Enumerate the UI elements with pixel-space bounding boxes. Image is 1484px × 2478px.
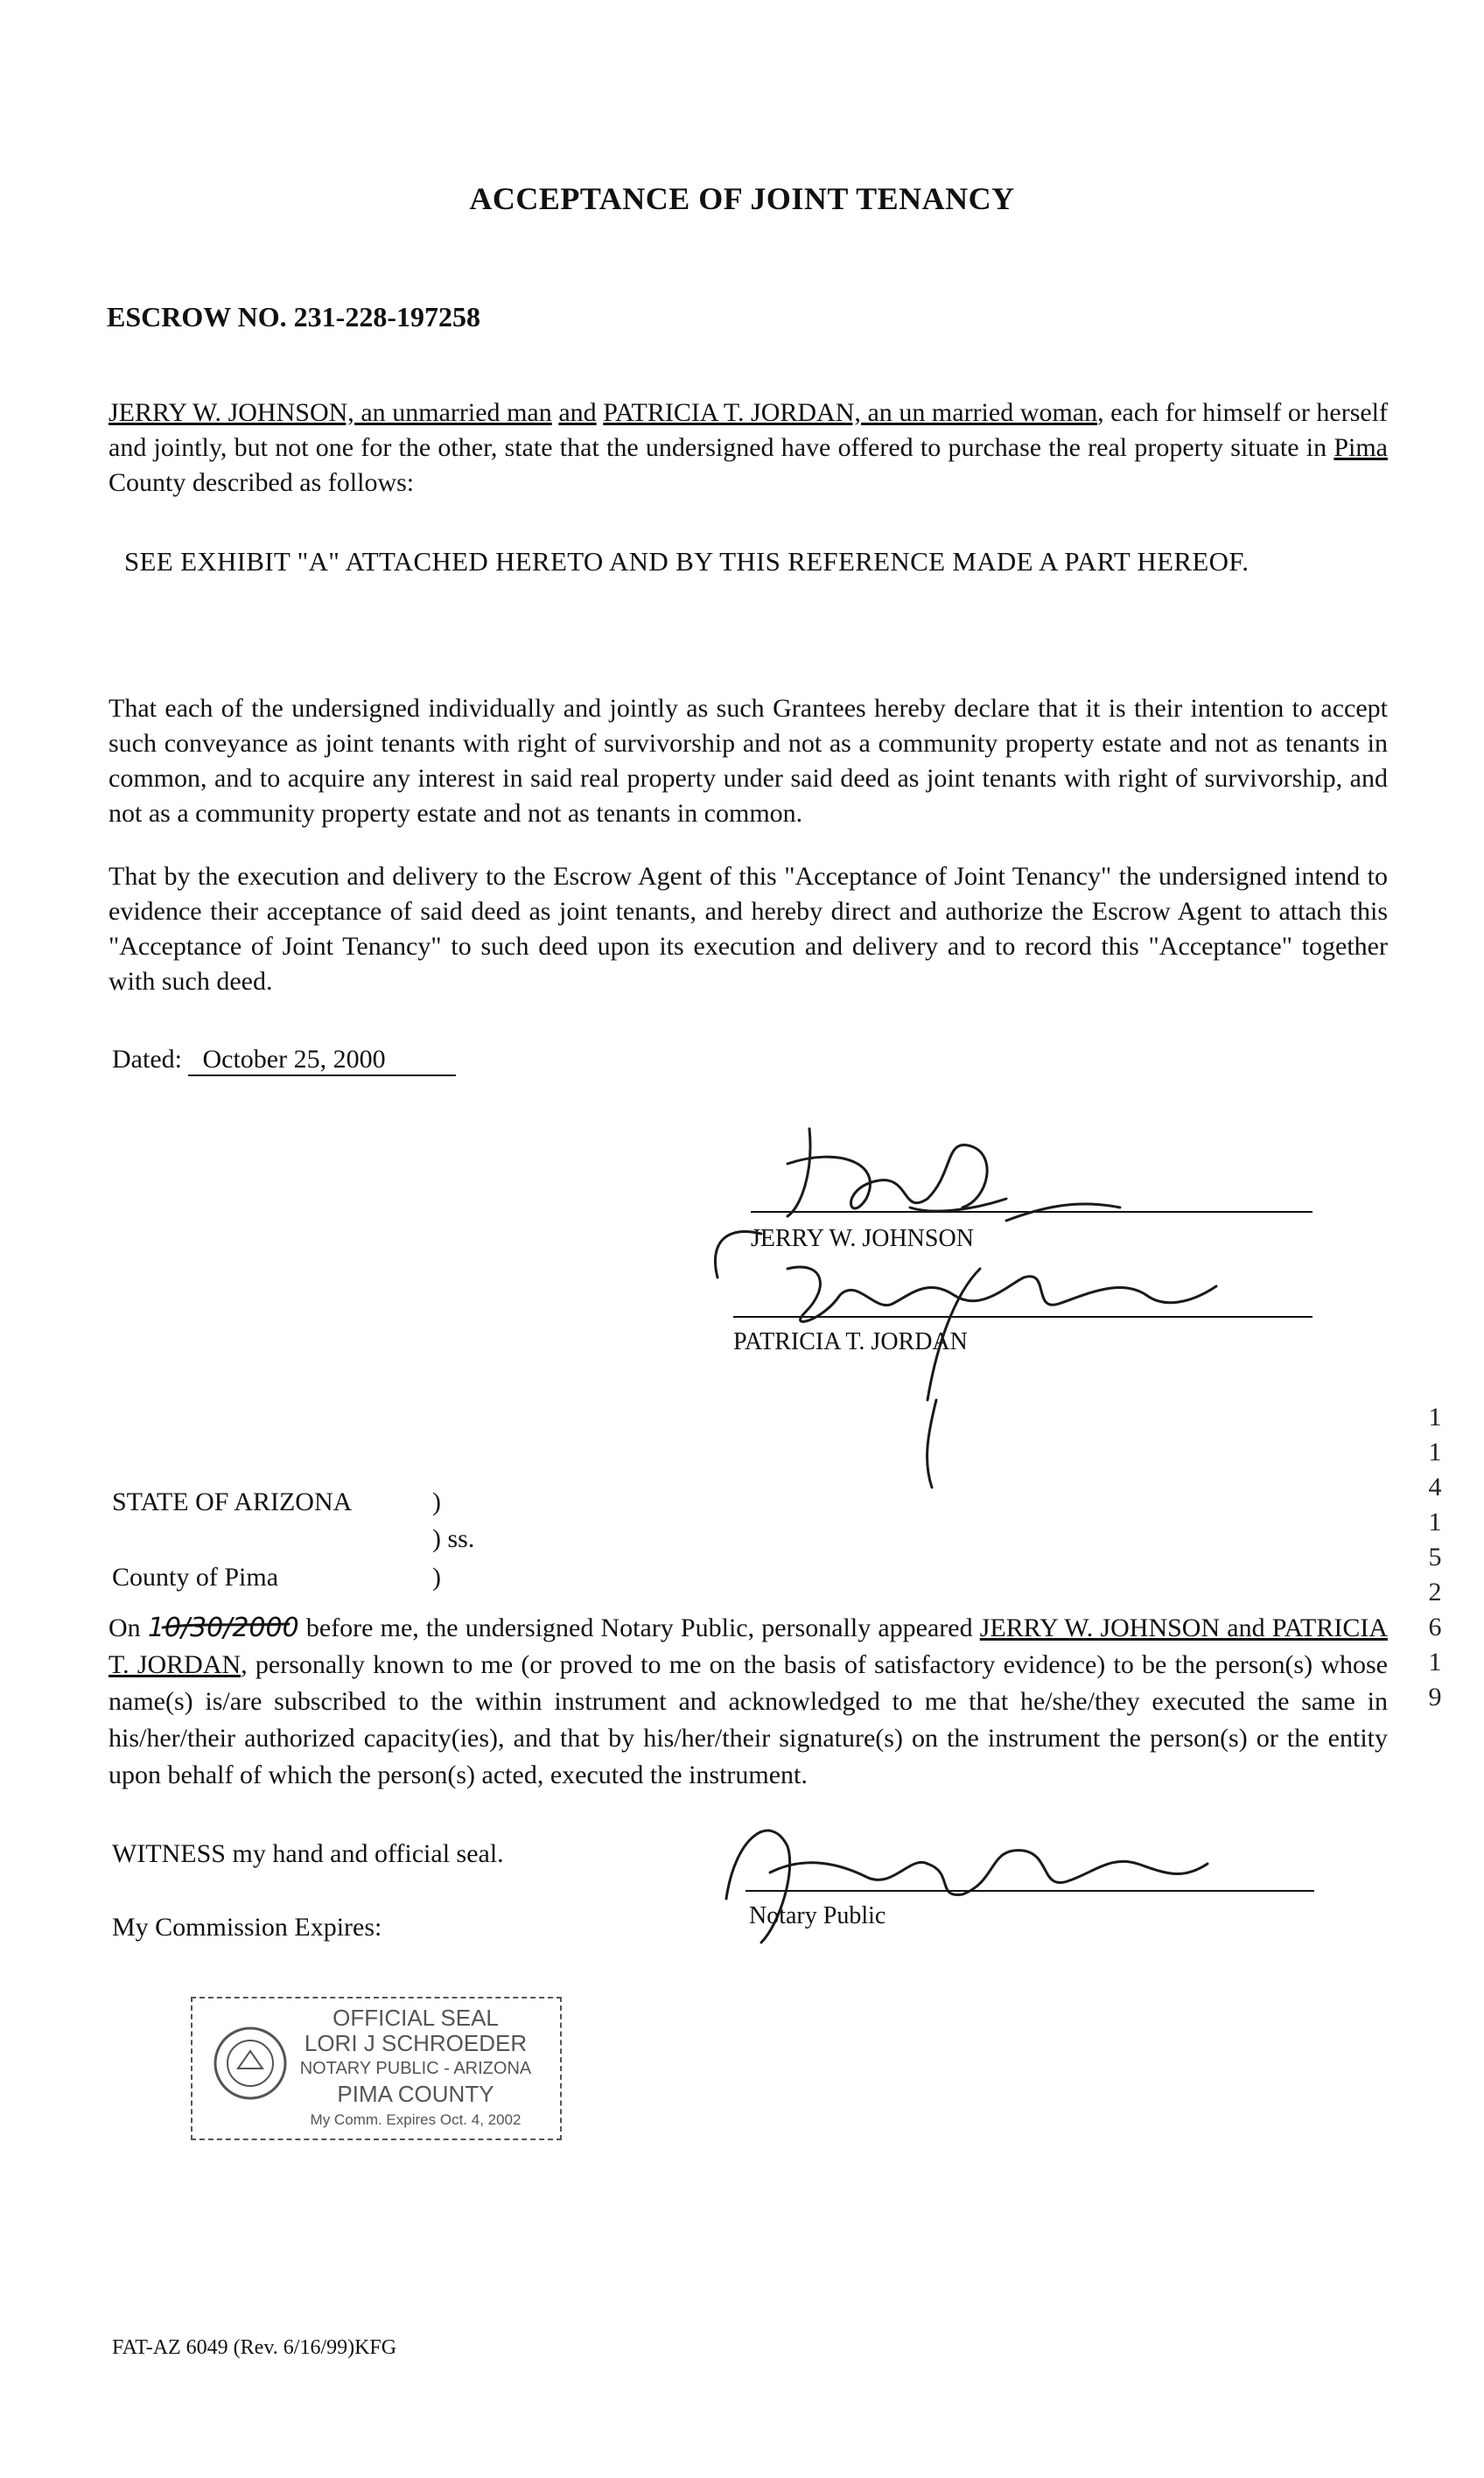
intention-paragraph: That each of the undersigned individually and jointly as such Grantees hereby declare that it is their intention to accept such conveyance as joint tenants with right of survivorship and not as a community property estate and not as tenants in common, and to acquire any interest in said real property under said deed as joint tenants with right of survivorship, and not as a community property estate and not as tenants in common. bbox=[108, 694, 1388, 828]
witness-line: WITNESS my hand and official seal. bbox=[112, 1839, 504, 1868]
venue-paren-2: ) bbox=[432, 1563, 441, 1592]
ack-names: JERRY W. JOHNSON and PATRICIA T. JORDAN bbox=[108, 1614, 1388, 1679]
venue-state: STATE OF ARIZONA bbox=[112, 1488, 353, 1516]
acknowledgment-paragraph bbox=[108, 1610, 1388, 1794]
ack-on: On bbox=[108, 1614, 141, 1642]
signature-patricia-jordan bbox=[788, 1267, 1216, 1488]
state-seal-icon bbox=[212, 2025, 289, 2102]
notary-signature-line bbox=[746, 1890, 1314, 1892]
margin-recording-number bbox=[1418, 1400, 1452, 1715]
county-name: Pima bbox=[1334, 433, 1388, 462]
party-1: JERRY W. JOHNSON, an unmarried man bbox=[108, 398, 552, 427]
margin-digit: 1 bbox=[1428, 1438, 1442, 1466]
party-and: and bbox=[558, 398, 597, 427]
notary-seal-stamp bbox=[191, 1997, 562, 2140]
seal-line-4: PIMA COUNTY bbox=[337, 2081, 494, 2107]
seal-text bbox=[289, 2006, 542, 2132]
signature-jerry-johnson bbox=[788, 1129, 1006, 1216]
margin-digit: 9 bbox=[1428, 1683, 1442, 1712]
intro-text-a: , each for himself or herself and jointly, but not one for the other, state that the undersigned have offered to purchase the real property situate in bbox=[108, 398, 1389, 462]
venue-ss: ) ss. bbox=[432, 1524, 475, 1553]
seal-line-2: LORI J SCHROEDER bbox=[304, 2030, 528, 2056]
party-2: PATRICIA T. JORDAN, an un married woman bbox=[603, 398, 1098, 427]
exhibit-reference: SEE EXHIBIT "A" ATTACHED HERETO AND BY THIS REFERENCE MADE A PART HEREOF. bbox=[124, 546, 1250, 577]
escrow-number: ESCROW NO. 231-228-197258 bbox=[107, 301, 480, 332]
signer-1-name: JERRY W. JOHNSON bbox=[751, 1225, 974, 1252]
seal-line-5: My Comm. Expires Oct. 4, 2002 bbox=[310, 2111, 522, 2128]
ack-text-a: before me, the undersigned Notary Public, personally appeared bbox=[298, 1614, 980, 1642]
dated-value: October 25, 2000 bbox=[188, 1045, 456, 1076]
venue-paren-1: ) bbox=[432, 1488, 441, 1516]
signature-flourish bbox=[715, 1204, 1120, 1278]
venue-county: County of Pima bbox=[112, 1563, 279, 1592]
seal-line-1: OFFICIAL SEAL bbox=[332, 2005, 499, 2031]
document-title: ACCEPTANCE OF JOINT TENANCY bbox=[469, 181, 1015, 216]
signer-2-name: PATRICIA T. JORDAN bbox=[733, 1328, 968, 1355]
margin-digit: 5 bbox=[1428, 1543, 1442, 1572]
notary-label: Notary Public bbox=[749, 1902, 886, 1929]
margin-digit: 1 bbox=[1428, 1403, 1442, 1432]
margin-digit: 6 bbox=[1428, 1613, 1442, 1642]
ack-text-b: , personally known to me (or proved to me on the basis of satisfactory evidence) to be the person(s) whose name(s) is/are subscribed to the within instrument and acknowledged to me that he/she/they executed the same in his/her/their authorized capacity(ies), and that by his/her/their signature(s) on the instrument the person(s) or the entity upon behalf of which the person(s) acted, executed the instrument. bbox=[108, 1650, 1388, 1789]
margin-digit: 2 bbox=[1428, 1578, 1442, 1606]
seal-line-3: NOTARY PUBLIC - ARIZONA bbox=[299, 2059, 532, 2078]
authorization-paragraph: That by the execution and delivery to the Escrow Agent of this "Acceptance of Joint Tenancy" the undersigned intend to evidence their acceptance of said deed as joint tenants, and hereby direct and authorize the Escrow Agent to attach this "Acceptance of Joint Tenancy" to such deed upon its execution and delivery and to record this "Acceptance" together with such deed. bbox=[108, 862, 1388, 996]
ack-date-handwritten: 10/30/2000 bbox=[147, 1613, 299, 1643]
margin-digit: 1 bbox=[1428, 1648, 1442, 1676]
dated-label: Dated: bbox=[112, 1045, 182, 1074]
margin-digit: 4 bbox=[1428, 1473, 1442, 1502]
margin-digit: 1 bbox=[1428, 1508, 1442, 1536]
intro-text-b: County described as follows: bbox=[108, 468, 415, 497]
commission-expires: My Commission Expires: bbox=[112, 1913, 382, 1942]
form-footer: FAT-AZ 6049 (Rev. 6/16/99)KFG bbox=[112, 2336, 397, 2359]
